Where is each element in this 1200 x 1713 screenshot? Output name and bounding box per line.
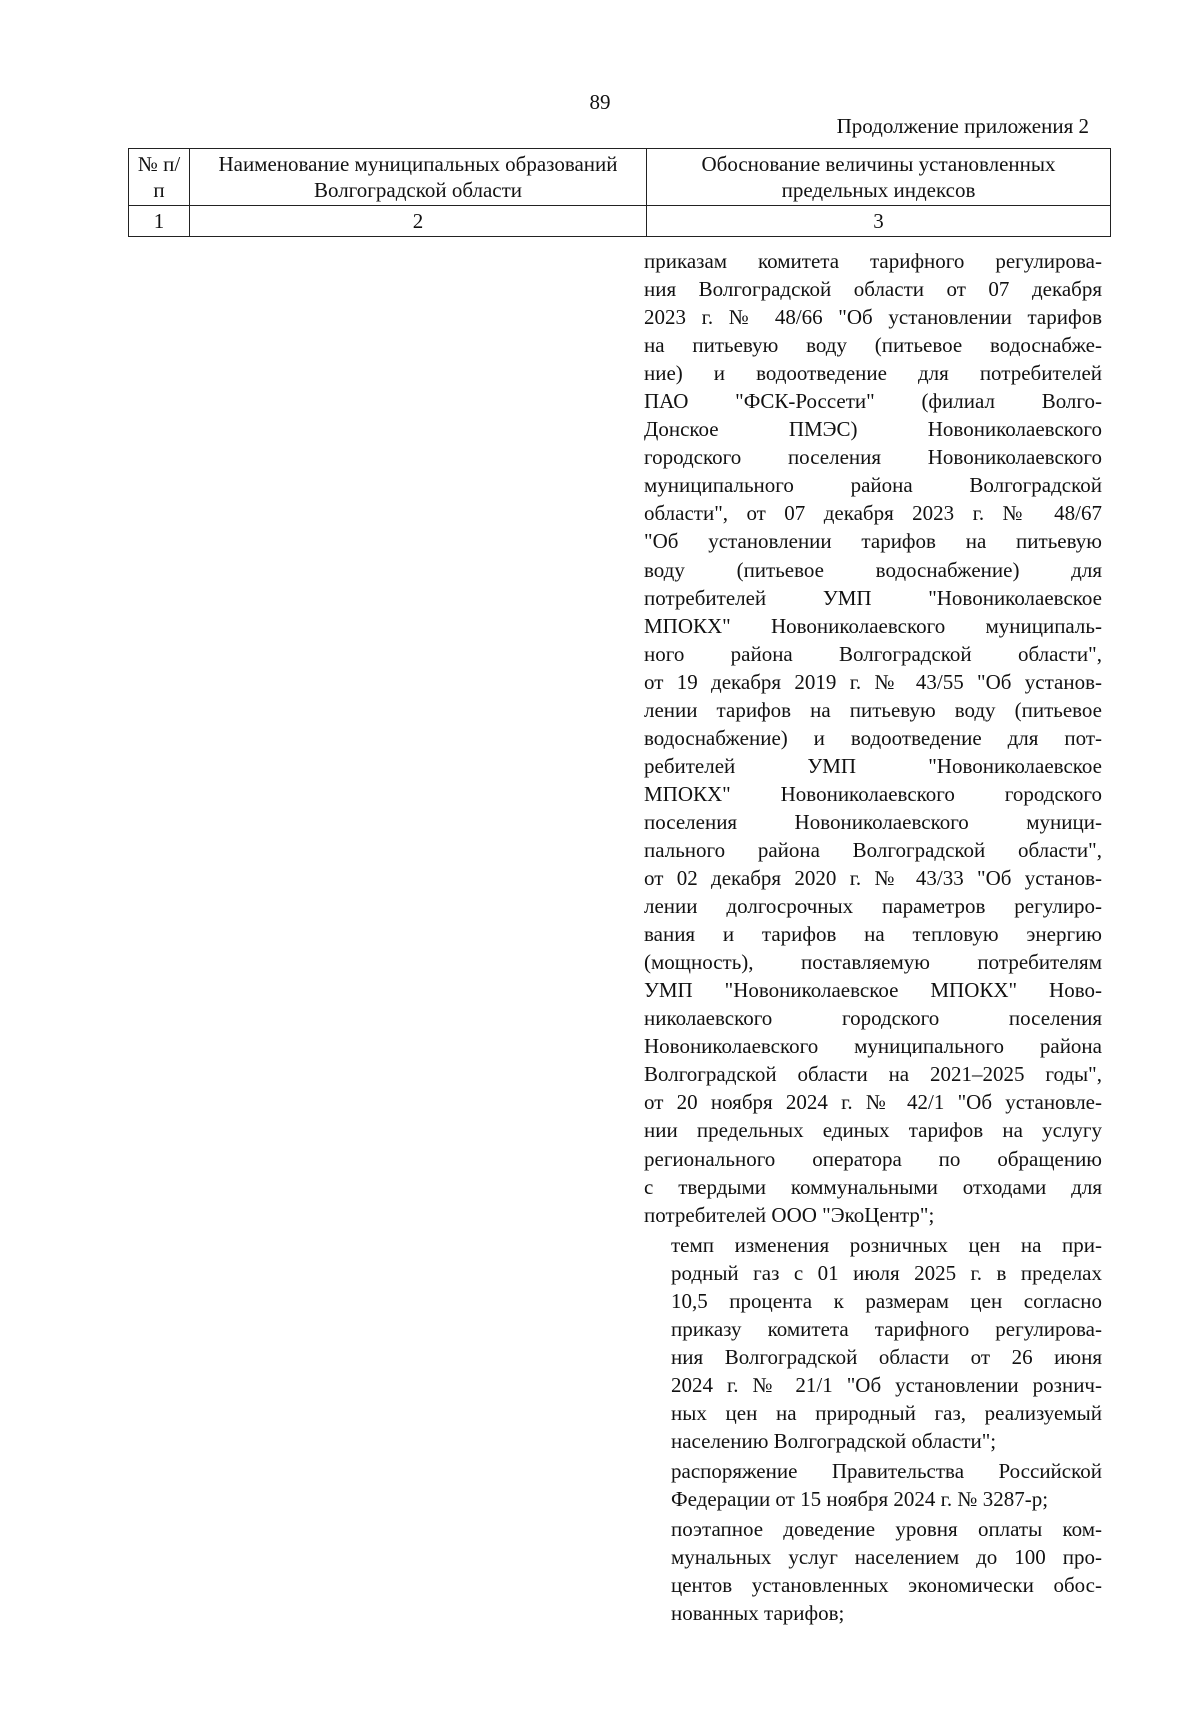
text-line: 10,5 процента к размерам цен согласно bbox=[671, 1288, 1102, 1313]
text-line: Волгоградской области на 2021–2025 годы", bbox=[644, 1062, 1102, 1087]
justification-text-column bbox=[644, 247, 1102, 1627]
text-line: 2023 г. № 48/66 "Об установлении тарифов bbox=[644, 305, 1102, 330]
text-line: Федерации от 15 ноября 2024 г. № 3287-р; bbox=[671, 1487, 1049, 1512]
text-line: воду (питьевое водоснабжение) для bbox=[644, 557, 1102, 582]
text-line: ния Волгоградской области от 07 декабря bbox=[644, 277, 1102, 302]
text-line: приказам комитета тарифного регулирова- bbox=[644, 249, 1102, 273]
text-line: водоснабжение) и водоотведение для пот- bbox=[644, 725, 1102, 750]
column-number-3: 3 bbox=[647, 206, 1111, 237]
text-line: городского поселения Новониколаевского bbox=[644, 445, 1102, 470]
text-line: от 02 декабря 2020 г. № 43/33 "Об установ- bbox=[644, 866, 1102, 891]
text-line: потребителей ООО "ЭкоЦентр"; bbox=[644, 1202, 935, 1227]
text-line: поэтапное доведение уровня оплаты ком- bbox=[671, 1517, 1102, 1542]
text-line: ПАО "ФСК-Россети" (филиал Волго- bbox=[644, 389, 1102, 414]
body-paragraph bbox=[644, 1231, 1102, 1455]
text-line: ного района Волгоградской области", bbox=[644, 641, 1102, 666]
text-line: от 20 ноября 2024 г. № 42/1 "Об установле- bbox=[644, 1090, 1102, 1115]
text-line: Новониколаевского муниципального района bbox=[644, 1034, 1102, 1059]
text-line: ние) и водоотведение для потребителей bbox=[644, 361, 1102, 386]
text-line: нованных тарифов; bbox=[671, 1601, 845, 1626]
text-line: приказу комитета тарифного регулирова- bbox=[671, 1316, 1102, 1341]
text-line: темп изменения розничных цен на при- bbox=[671, 1232, 1102, 1257]
text-line: центов установленных экономически обос- bbox=[671, 1573, 1102, 1598]
body-paragraph bbox=[644, 1457, 1102, 1513]
text-line: муниципального района Волгоградской bbox=[644, 473, 1102, 498]
text-line: ния Волгоградской области от 26 июня bbox=[671, 1344, 1102, 1369]
text-line: "Об установлении тарифов на питьевую bbox=[644, 529, 1102, 554]
header-cell-municipality: Наименование муниципальных образований Волгоградской области bbox=[190, 149, 647, 206]
table-header-row bbox=[129, 149, 1111, 206]
text-line: с твердыми коммунальными отходами для bbox=[644, 1174, 1102, 1199]
body-paragraph bbox=[644, 247, 1102, 1229]
text-line: николаевского городского поселения bbox=[644, 1006, 1102, 1031]
annex-continuation-label: Продолжение приложения 2 bbox=[836, 114, 1089, 138]
text-line: мунальных услуг населением до 100 про- bbox=[671, 1545, 1102, 1570]
text-line: от 19 декабря 2019 г. № 43/55 "Об установ- bbox=[644, 669, 1102, 694]
text-line: 2024 г. № 21/1 "Об установлении рознич- bbox=[671, 1372, 1102, 1397]
text-line: потребителей УМП "Новониколаевское bbox=[644, 585, 1102, 610]
text-line: ребителей УМП "Новониколаевское bbox=[644, 753, 1102, 778]
text-line: лении тарифов на питьевую воду (питьевое bbox=[644, 697, 1102, 722]
text-line: распоряжение Правительства Российской bbox=[671, 1459, 1102, 1484]
text-line: Донское ПМЭС) Новониколаевского bbox=[644, 417, 1102, 442]
body-paragraph bbox=[644, 1515, 1102, 1627]
appendix-table-header bbox=[128, 148, 1111, 237]
text-line: населению Волгоградской области"; bbox=[671, 1428, 997, 1453]
text-line: поселения Новониколаевского муници- bbox=[644, 809, 1102, 834]
header-cell-number: № п/п bbox=[129, 149, 190, 206]
page-number: 89 bbox=[589, 90, 611, 114]
text-line: нии предельных единых тарифов на услугу bbox=[644, 1118, 1102, 1143]
text-line: УМП "Новониколаевское МПОКХ" Ново- bbox=[644, 978, 1102, 1003]
text-line: родный газ с 01 июля 2025 г. в пределах bbox=[671, 1260, 1102, 1285]
text-line: вания и тарифов на тепловую энергию bbox=[644, 922, 1102, 947]
text-line: области", от 07 декабря 2023 г. № 48/67 bbox=[644, 501, 1102, 526]
column-number-2: 2 bbox=[190, 206, 647, 237]
header-cell-justification: Обоснование величины установленных предельных индексов bbox=[647, 149, 1111, 206]
text-line: на питьевую воду (питьевое водоснабже- bbox=[644, 333, 1102, 358]
column-number-1: 1 bbox=[129, 206, 190, 237]
text-line: МПОКХ" Новониколаевского муниципаль- bbox=[644, 613, 1102, 638]
text-line: ных цен на природный газ, реализуемый bbox=[671, 1400, 1102, 1425]
text-line: регионального оператора по обращению bbox=[644, 1146, 1102, 1171]
text-line: лении долгосрочных параметров регулиро- bbox=[644, 894, 1102, 919]
table-column-number-row bbox=[129, 206, 1111, 237]
text-line: пального района Волгоградской области", bbox=[644, 837, 1102, 862]
text-line: МПОКХ" Новониколаевского городского bbox=[644, 781, 1102, 806]
text-line: (мощность), поставляемую потребителям bbox=[644, 950, 1102, 975]
